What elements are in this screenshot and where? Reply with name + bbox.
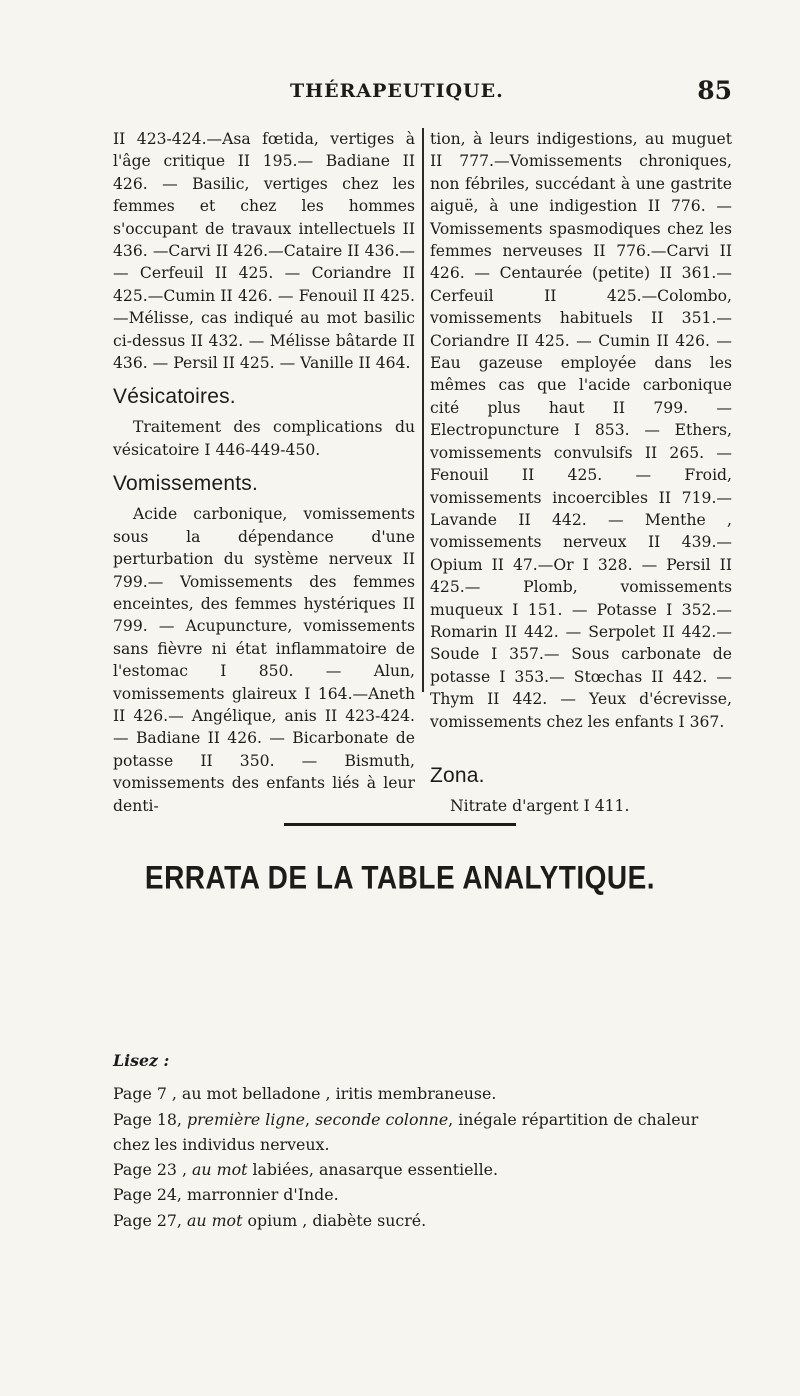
left-para-2: Traitement des complications du vésicatoire I 446-449-450.	[113, 418, 415, 459]
right-para-2: Nitrate d'argent I 411.	[450, 796, 630, 815]
errata-line-5-italic: au mot	[186, 1210, 243, 1230]
errata-line-5-prefix: Page 27,	[113, 1210, 187, 1230]
section-rule	[284, 823, 516, 826]
errata-title: ERRATA DE LA TABLE ANALYTIQUE.	[144, 859, 656, 896]
errata-line-3-prefix: Page 23 ,	[113, 1160, 192, 1180]
heading-zona: Zona.	[430, 763, 485, 787]
errata-line-3-italic: au mot	[191, 1160, 248, 1180]
heading-vesicatoires: Vésicatoires.	[113, 385, 236, 409]
errata-line-5-suffix: opium , diabète sucré.	[242, 1210, 427, 1230]
errata-lisez: Lisez :	[113, 1051, 170, 1070]
right-para-1: tion, à leurs indigestions, au muguet II 777.—Vomissements chroniques, non fébriles, succédant à une gastrite aiguë, à une indigestion II 776. — Vomissements spasmodiques chez les femmes nerveuses II 776.—Carvi II 426. — Centaurée (petite) II 361.— Cerfeuil II 425.—Colombo, vomissements habituels II 351.— Coriandre II 425. — Cumin II 426. — Eau gazeuse employée dans les mêmes cas que l'acide carbonique cité plus haut II 799. — Electropuncture I 853. — Ethers, vomissements convulsifs II 265. — Fenouil II 425. — Froid, vomissements incoercibles II 719.—Lavande II 442. — Menthe , vomissements nerveux II 439.—Opium II 47.—Or I 328. — Persil II 425.— Plomb, vomissements muqueux I 151. — Potasse I 352.— Romarin II 442. — Serpolet II 442.— Soude I 357.— Sous carbonate de potasse I 353.— Stœchas II 442. — Thym II 442. — Yeux d'écrevisse, vomissements chez les enfants I 367.	[430, 130, 732, 731]
running-title: THÉRAPEUTIQUE.	[290, 80, 504, 102]
heading-vomissements: Vomissements.	[113, 472, 258, 496]
errata-line-1: Page 7 , au mot belladone , iritis membraneuse.	[113, 1084, 497, 1104]
errata-line-2-suffix: , inégale répartition de chaleur chez les individus nerveux.	[113, 1109, 699, 1154]
errata-line-2-prefix: Page 18,	[113, 1109, 187, 1129]
errata-line-2-mid: ,	[305, 1109, 316, 1129]
errata-block	[113, 1048, 733, 1233]
errata-line-2-italic-2: seconde colonne	[315, 1109, 449, 1129]
column-divider	[422, 128, 424, 692]
right-column	[430, 128, 732, 817]
left-para-3: Acide carbonique, vomissements sous la dépendance d'une perturbation du système nerveux II 799.— Vomissements des femmes enceintes, des femmes hystériques II 799. — Acupuncture, vomissements sans fièvre ni état inflammatoire de l'estomac I 850. — Alun, vomissements glaireux I 164.—Aneth II 426.— Angélique, anis II 423-424. — Badiane II 426. — Bicarbonate de potasse II 350. — Bismuth, vomissements des enfants liés à leur denti-	[113, 505, 415, 815]
errata-line-4: Page 24, marronnier d'Inde.	[113, 1185, 339, 1205]
errata-line-3-suffix: labiées, anasarque essentielle.	[247, 1160, 498, 1180]
left-para-1: II 423-424.—Asa fœtida, vertiges à l'âge critique II 195.— Badiane II 426. — Basilic, vertiges chez les femmes et chez les hommes s'occupant de travaux intellectuels II 436. —Carvi II 426.—Cataire II 436.— — Cerfeuil II 425. — Coriandre II 425.—Cumin II 426. — Fenouil II 425.—Mélisse, cas indiqué au mot basilic ci-dessus II 432. — Mélisse bâtarde II 436. — Persil II 425. — Vanille II 464.	[113, 130, 415, 373]
left-column	[113, 128, 415, 817]
errata-line-2-italic-1: première ligne	[186, 1109, 306, 1129]
errata-line-5	[113, 1208, 733, 1233]
errata-line-2	[113, 1107, 733, 1158]
page-number: 85	[697, 76, 732, 105]
errata-line-3	[113, 1157, 733, 1182]
page-header	[0, 76, 800, 116]
